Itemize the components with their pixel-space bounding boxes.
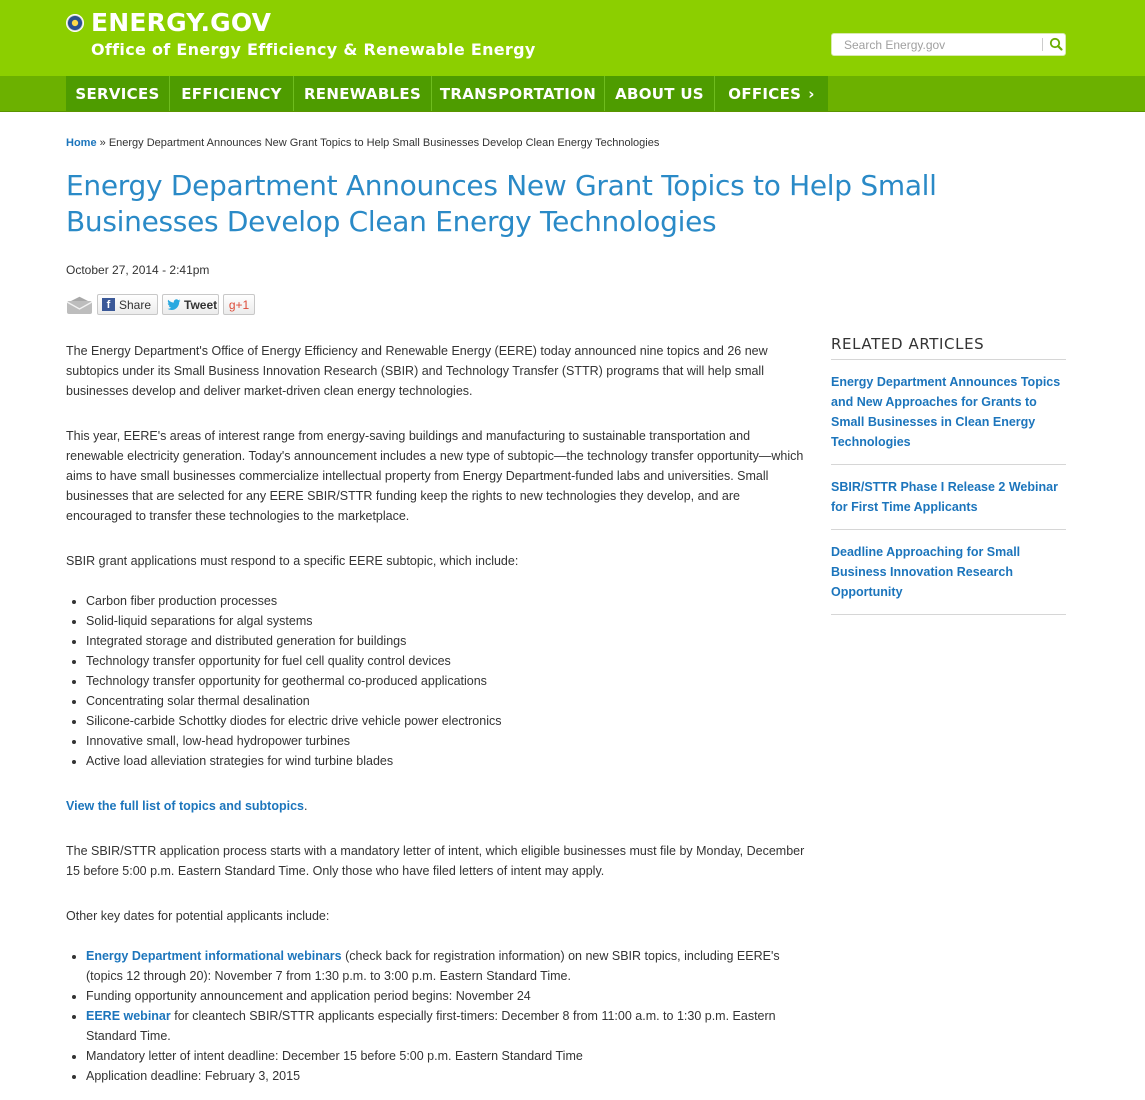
list-item: • Integrated storage and distributed generation for buildings xyxy=(86,631,806,651)
list-item: • Carbon fiber production processes xyxy=(86,591,806,611)
nav-efficiency[interactable]: EFFICIENCY xyxy=(170,76,294,111)
list-item xyxy=(831,465,1066,530)
facebook-share-label: Share xyxy=(119,297,152,312)
list-item: • Application deadline: February 3, 2015 xyxy=(86,1066,806,1086)
list-item: • Concentrating solar thermal desalination xyxy=(86,691,806,711)
nav-transportation[interactable]: TRANSPORTATION xyxy=(432,76,605,111)
facebook-share-button[interactable] xyxy=(97,294,158,315)
main-nav xyxy=(66,76,828,111)
list-item: • Mandatory letter of intent deadline: December 15 before 5:00 p.m. Eastern Standard Time xyxy=(86,1046,806,1066)
nav-about-us[interactable]: ABOUT US xyxy=(605,76,715,111)
nav-offices-label: OFFICES xyxy=(728,84,802,103)
full-list-link[interactable]: View the full list of topics and subtopics xyxy=(66,799,304,813)
breadcrumb-current: Energy Department Announces New Grant Topics to Help Small Businesses Develop Clean Energy Technologies xyxy=(108,137,660,149)
nav-offices[interactable] xyxy=(715,76,828,111)
article-paragraph-3: SBIR grant applications must respond to a specific EERE subtopic, which include: xyxy=(66,554,519,568)
breadcrumb xyxy=(66,137,659,149)
list-item xyxy=(831,530,1066,615)
search-icon[interactable] xyxy=(1047,35,1065,54)
doe-seal-icon[interactable] xyxy=(66,14,84,32)
key-dates-list xyxy=(86,946,806,1086)
informational-webinars-link[interactable]: Energy Department informational webinars xyxy=(86,949,342,963)
article-paragraph-1: The Energy Department's Office of Energy Efficiency and Renewable Energy (EERE) today announced nine topics and 26 new subtopics under its Small Business Innovation Research (SBIR) and Technology Transfer (STTR) programs that will help small businesses develop and deliver market-driven clean energy technologies. xyxy=(66,344,768,398)
search-divider xyxy=(1042,38,1043,51)
chevron-right-icon: › xyxy=(808,84,815,103)
related-articles-list xyxy=(831,360,1066,615)
list-item xyxy=(86,1006,806,1046)
article-paragraph-5: Other key dates for potential applicants include: xyxy=(66,909,330,923)
list-item: • Active load alleviation strategies for wind turbine blades xyxy=(86,751,806,771)
related-articles-heading: RELATED ARTICLES xyxy=(831,335,1066,360)
page-title: Energy Department Announces New Grant Topics to Help Small Businesses Develop Clean Energy Technologies xyxy=(66,169,937,238)
list-item: • Technology transfer opportunity for fuel cell quality control devices xyxy=(86,651,806,671)
key-date-text: (check back for registration information) on new SBIR topics, including EERE's (topics 12 through 20): November 7 from 1:30 p.m. to 3:00 p.m. Eastern Standard Time. xyxy=(86,949,780,983)
subtopic-list xyxy=(86,591,806,771)
related-article-link[interactable]: Deadline Approaching for Small Business Innovation Research Opportunity xyxy=(831,545,1021,599)
search-box xyxy=(831,33,1066,56)
full-list-paragraph xyxy=(66,796,806,816)
list-item xyxy=(831,360,1066,465)
google-plus-button[interactable]: g+1 xyxy=(223,294,255,315)
list-item: • Funding opportunity announcement and application period begins: November 24 xyxy=(86,986,806,1006)
twitter-bird-icon xyxy=(167,299,181,311)
office-tagline[interactable]: Office of Energy Efficiency & Renewable Energy xyxy=(91,40,536,59)
related-article-link[interactable]: Energy Department Announces Topics and New Approaches for Grants to Small Businesses in Clean Energy Technologies xyxy=(831,375,1061,449)
list-item xyxy=(86,946,806,986)
list-item: • Innovative small, low-head hydropower turbines xyxy=(86,731,806,751)
related-articles xyxy=(831,335,1066,615)
full-list-period: . xyxy=(304,799,308,813)
article-paragraph-4: The SBIR/STTR application process starts with a mandatory letter of intent, which eligible businesses must file by Monday, December 15 before 5:00 p.m. Eastern Standard Time. Only those who have filed letters of intent may apply. xyxy=(66,844,805,878)
breadcrumb-home[interactable]: Home xyxy=(66,137,97,149)
article-paragraph-2: This year, EERE's areas of interest range from energy-saving buildings and manufacturing to sustainable transportation and renewable electricity generation. Today's announcement includes a new type of subtopic—the technology transfer opportunity—which aims to have small businesses commercialize intellectual property from Energy Department-funded labs and universities. Small businesses that are selected for any EERE SBIR/STTR funding keep the rights to new technologies they develop, and are encouraged to transfer these technologies to the marketplace. xyxy=(66,429,804,523)
site-brand[interactable]: ENERGY.GOV xyxy=(91,8,272,37)
site-header xyxy=(0,0,1145,76)
list-item: • Solid-liquid separations for algal systems xyxy=(86,611,806,631)
eere-webinar-link[interactable]: EERE webinar xyxy=(86,1009,171,1023)
nav-renewables[interactable]: RENEWABLES xyxy=(294,76,432,111)
list-item: • Technology transfer opportunity for geothermal co-produced applications xyxy=(86,671,806,691)
email-icon[interactable] xyxy=(66,296,93,315)
facebook-icon: f xyxy=(102,298,115,311)
related-article-link[interactable]: SBIR/STTR Phase I Release 2 Webinar for First Time Applicants xyxy=(831,480,1058,514)
breadcrumb-separator: » xyxy=(99,137,106,149)
tweet-label: Tweet xyxy=(184,297,218,312)
search-input[interactable] xyxy=(832,34,1037,55)
tweet-button[interactable] xyxy=(162,294,219,315)
list-item: • Silicone-carbide Schottky diodes for electric drive vehicle power electronics xyxy=(86,711,806,731)
article-body xyxy=(66,341,806,1100)
publish-date: October 27, 2014 - 2:41pm xyxy=(66,263,210,277)
nav-services[interactable]: SERVICES xyxy=(66,76,170,111)
key-date-text: for cleantech SBIR/STTR applicants especially first-timers: December 8 from 11:00 a.m. to 1:30 p.m. Eastern Standard Time. xyxy=(86,1009,776,1043)
